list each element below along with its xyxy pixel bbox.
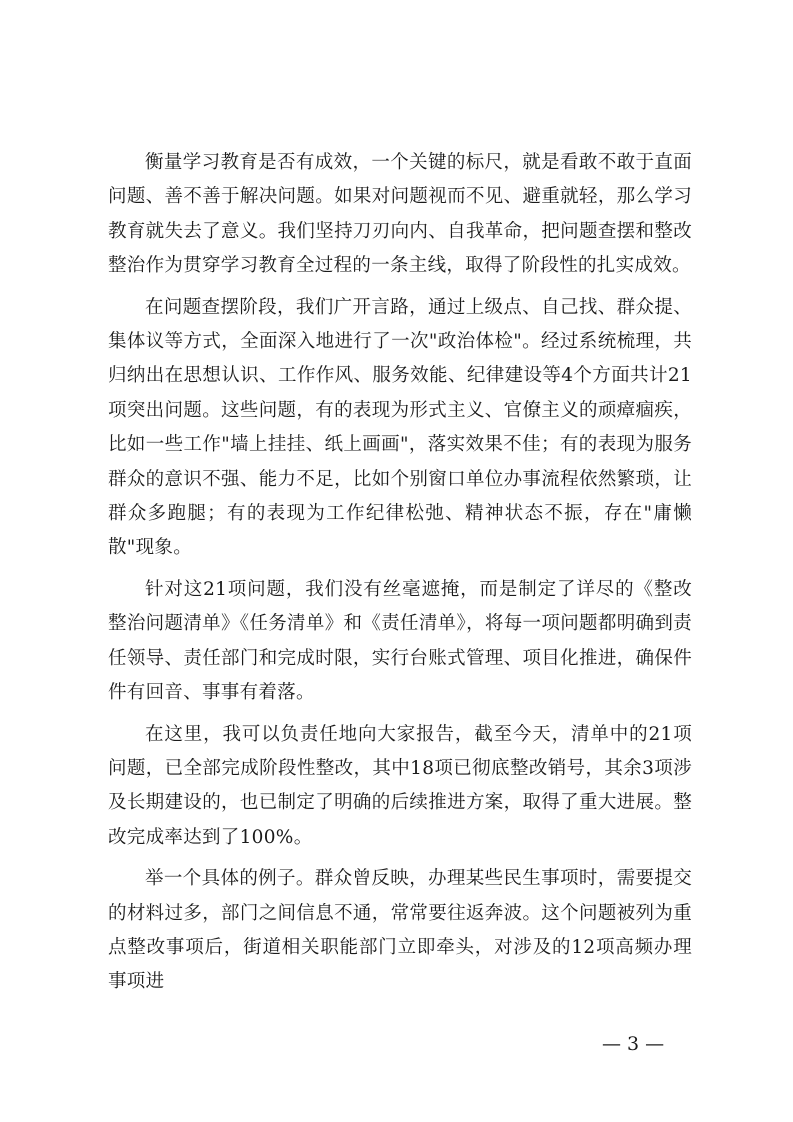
paragraph-4: 在这里，我可以负责任地向大家报告，截至今天，清单中的21项问题，已全部完成阶段性整改，其中18项已彻底整改销号，其余3项涉及长期建设的，也已制定了明确的后续推进方案，取得了重大进展。整改完成率达到了100%。 (108, 723, 692, 848)
paragraph-2: 在问题查摆阶段，我们广开言路，通过上级点、自己找、群众提、集体议等方式，全面深入地进行了一次"政治体检"。经过系统梳理，共归纳出在思想认识、工作作风、服务效能、纪律建设等4个方面共计21项突出问题。这些问题，有的表现为形式主义、官僚主义的顽瘴痼疾，比如一些工作"墙上挂挂、纸上画画"，落实效果不佳；有的表现为服务群众的意识不强、能力不足，比如个别窗口单位办事流程依然繁琐，让群众多跑腿；有的表现为工作纪律松弛、精神状态不振，存在"庸懒散"现象。 (108, 296, 692, 559)
document-body (108, 146, 692, 1007)
page-number: — 3 — (602, 1033, 665, 1055)
paragraph-3: 针对这21项问题，我们没有丝毫遮掩，而是制定了详尽的《整改整治问题清单》《任务清单》和《责任清单》，将每一项问题都明确到责任领导、责任部门和完成时限，实行台账式管理、项目化推进，确保件件有回音、事事有着落。 (108, 578, 692, 704)
paragraph-1: 衡量学习教育是否有成效，一个关键的标尺，就是看敢不敢于直面问题、善不善于解决问题。如果对问题视而不见、避重就轻，那么学习教育就失去了意义。我们坚持刀刃向内、自我革命，把问题查摆和整改整治作为贯穿学习教育全过程的一条主线，取得了阶段性的扎实成效。 (108, 152, 692, 277)
paragraph-5: 举一个具体的例子。群众曾反映，办理某些民生事项时，需要提交的材料过多，部门之间信息不通，常常要往返奔波。这个问题被列为重点整改事项后，街道相关职能部门立即牵头，对涉及的12项高频办理事项进 (108, 868, 692, 993)
